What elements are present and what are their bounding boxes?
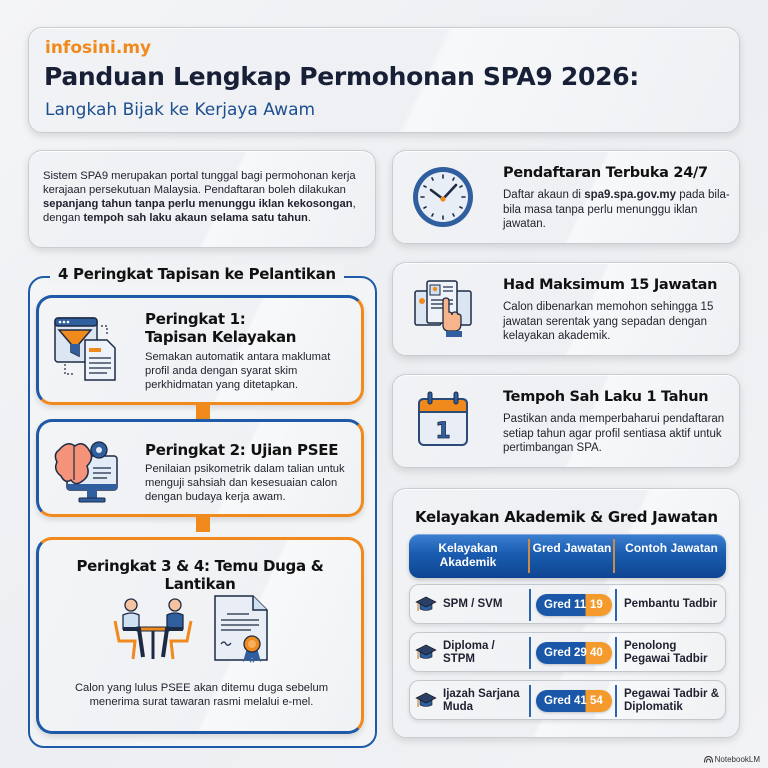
graduation-cap-icon [415,691,437,709]
table-row [409,584,726,624]
row-divider [529,685,531,717]
qualification-cell: Ijazah Sarjana Muda [443,687,520,713]
grade-badge: Gred 11 19 [536,594,612,616]
feature-desc: Daftar akaun di spa9.spa.gov.my pada bila-bila masa tanpa perlu menunggu iklan jawatan. [503,189,730,230]
feature-desc: Pastikan anda memperbaharui pendaftaran setiap tahun agar profil sentiasa aktif untuk pertimbangan SPA. [503,413,725,454]
portal-url: spa9.spa.gov.my [584,189,677,201]
column-header-example: Contoh Jawatan [625,541,718,555]
stage-title: Peringkat 1: Tapisan Kelayakan [145,310,297,346]
certificate-icon [211,592,271,664]
table-row [409,632,726,672]
stage-card-1 [36,295,364,405]
brand-name: infosini.my [45,38,152,58]
stage-title: Peringkat 3 & 4: Temu Duga & Lantikan [76,557,324,593]
feature-card-open-registration [392,150,740,244]
page-title: Panduan Lengkap Permohonan SPA9 2026: [44,62,639,91]
header-divider [613,539,615,573]
brain-computer-icon [51,436,125,510]
row-divider [615,685,617,717]
intro-card [28,150,376,248]
svg-text:1: 1 [435,419,451,444]
notebooklm-logo-icon [704,756,713,763]
stage-connector [196,516,210,532]
qualification-cell: Diploma / STPM [443,639,495,665]
qualification-cell: SPM / SVM [443,598,503,611]
grade-badge: Gred 29 40 [536,642,612,664]
feature-title: Had Maksimum 15 Jawatan [503,277,718,293]
documents-hand-icon [409,275,477,343]
feature-desc: Calon dibenarkan memohon sehingga 15 jawatan serentak yang sepadan dengan kelayakan akademik. [503,301,714,342]
stage-card-3-4 [36,537,364,734]
stage-desc: Semakan automatik antara maklumat profil anda dengan syarat skim perkhidmatan yang ditetapkan. [145,351,331,391]
row-divider [615,637,617,669]
example-job-cell: Penolong Pegawai Tadbir [624,639,708,665]
row-divider [615,589,617,621]
graduation-cap-icon [415,643,437,661]
header-divider [528,539,530,573]
feature-title: Pendaftaran Terbuka 24/7 [503,165,708,181]
stage-connector [196,404,210,420]
table-header [409,534,726,578]
feature-title: Tempoh Sah Laku 1 Tahun [503,389,709,405]
table-row [409,680,726,720]
page-subtitle: Langkah Bijak ke Kerjaya Awam [45,100,316,120]
academic-grade-card [392,488,740,738]
footer-label: NotebookLM [714,755,760,764]
calendar-icon [409,387,477,455]
interview-icon [111,595,196,665]
column-header-qualification: Kelayakan Akademik [438,541,498,569]
row-divider [529,589,531,621]
example-job-cell: Pembantu Tadbir [624,598,718,611]
stage-title: Peringkat 2: Ujian PSEE [145,441,339,459]
clock-icon [409,163,477,231]
graduation-cap-icon [415,595,437,613]
academic-title: Kelayakan Akademik & Gred Jawatan [415,508,718,526]
feature-card-max-applications [392,262,740,356]
intro-text: Sistem SPA9 merupakan portal tunggal bagi permohonan kerja kerajaan persekutuan Malaysia. Pendaftaran boleh dilakukan sepanjang tahun tanpa perlu menunggu iklan kekosongan, dengan tempoh sah laku akaun selama satu tahun. [43,170,356,224]
stage-card-2 [36,419,364,517]
column-header-grade: Gred Jawatan [532,541,612,555]
row-divider [529,637,531,669]
filter-document-icon [51,312,125,386]
stage-desc: Calon yang lulus PSEE akan ditemu duga sebelum menerima surat tawaran rasmi melalui e-mel. [74,682,329,708]
footer-watermark [704,755,760,764]
stages-title: 4 Peringkat Tapisan ke Pelantikan [50,265,344,283]
example-job-cell: Pegawai Tadbir & Diplomatik [624,687,720,713]
stage-desc: Penilaian psikometrik dalam talian untuk menguji sahsiah dan kesesuaian calon dengan budaya kerja awam. [145,463,345,503]
grade-badge: Gred 41 54 [536,690,612,712]
header-card [28,27,740,133]
feature-card-validity [392,374,740,468]
